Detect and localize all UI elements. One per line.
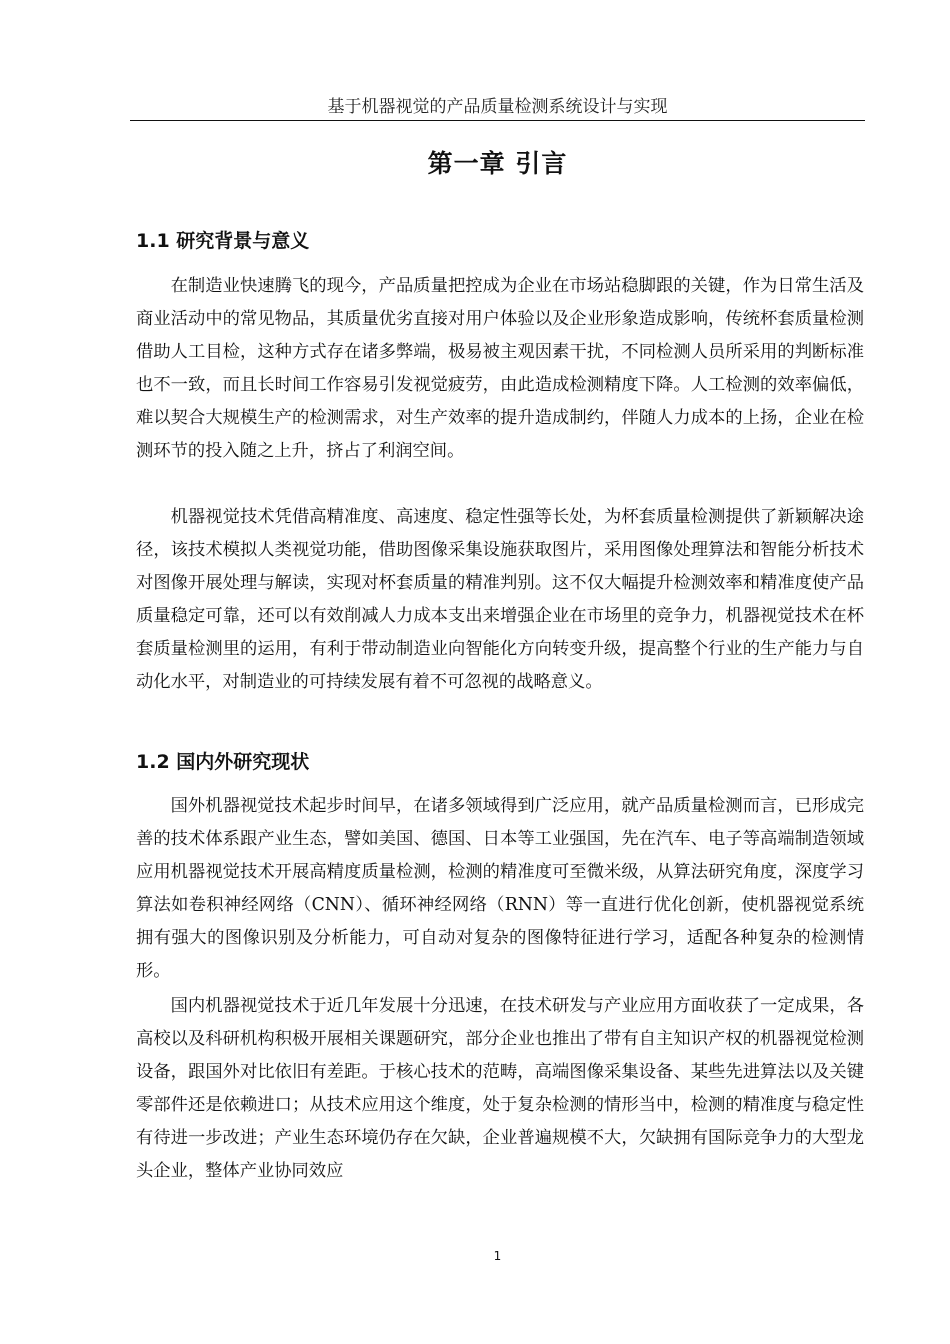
running-header: 基于机器视觉的产品质量检测系统设计与实现 (327, 97, 668, 117)
header-divider (130, 120, 865, 121)
paragraph: 在制造业快速腾飞的现今，产品质量把控成为企业在市场站稳脚跟的关键，作为日常生活及商业活动中的常见物品，其质量优劣直接对用户体验以及企业形象造成影响，传统杯套质量检测借助人工目检，这种方式存在诸多弊端，极易被主观因素干扰，不同检测人员所采用的判断标准也不一致，而且长时间工作容易引发视觉疲劳，由此造成检测精度下降。人工检测的效率偏低，难以契合大规模生产的检测需求，对生产效率的提升造成制约，伴随人力成本的上扬，企业在检测环节的投入随之上升，挤占了利润空间。 (136, 276, 864, 461)
paragraph: 机器视觉技术凭借高精准度、高速度、稳定性强等长处，为杯套质量检测提供了新颖解决途径，该技术模拟人类视觉功能，借助图像采集设施获取图片，采用图像处理算法和智能分析技术对图像开展处理与解读，实现对杯套质量的精准判别。这不仅大幅提升检测效率和精准度使产品质量稳定可靠，还可以有效削减人力成本支出来增强企业在市场里的竞争力，机器视觉技术在杯套质量检测里的运用，有利于带动制造业向智能化方向转变升级，提高整个行业的生产能力与自动化水平，对制造业的可持续发展有着不可忽视的战略意义。 (136, 507, 864, 692)
paragraph: 国外机器视觉技术起步时间早，在诸多领域得到广泛应用，就产品质量检测而言，已形成完善的技术体系跟产业生态，譬如美国、德国、日本等工业强国，先在汽车、电子等高端制造领域应用机器视觉技术开展高精度质量检测，检测的精准度可至微米级，从算法研究角度，深度学习算法如卷积神经网络（CNN）、循环神经网络（RNN）等一直进行优化创新，使机器视觉系统拥有强大的图像识别及分析能力，可自动对复杂的图像特征进行学习，适配各种复杂的检测情形。 (136, 796, 864, 981)
section-heading-1-1: 1.1 研究背景与意义 (136, 230, 310, 252)
chapter-title: 第一章 引言 (427, 149, 568, 178)
section-heading-1-2: 1.2 国内外研究现状 (136, 751, 310, 773)
paragraph: 国内机器视觉技术于近几年发展十分迅速，在技术研发与产业应用方面收获了一定成果，各高校以及科研机构积极开展相关课题研究，部分企业也推出了带有自主知识产权的机器视觉检测设备，跟国外对比依旧有差距。于核心技术的范畴，高端图像采集设备、某些先进算法以及关键零部件还是依赖进口；从技术应用这个维度，处于复杂检测的情形当中，检测的精准度与稳定性有待进一步改进；产业生态环境仍存在欠缺，企业普遍规模不大，欠缺拥有国际竞争力的大型龙头企业，整体产业协同效应 (136, 996, 864, 1181)
page-number: 1 (493, 1249, 502, 1263)
